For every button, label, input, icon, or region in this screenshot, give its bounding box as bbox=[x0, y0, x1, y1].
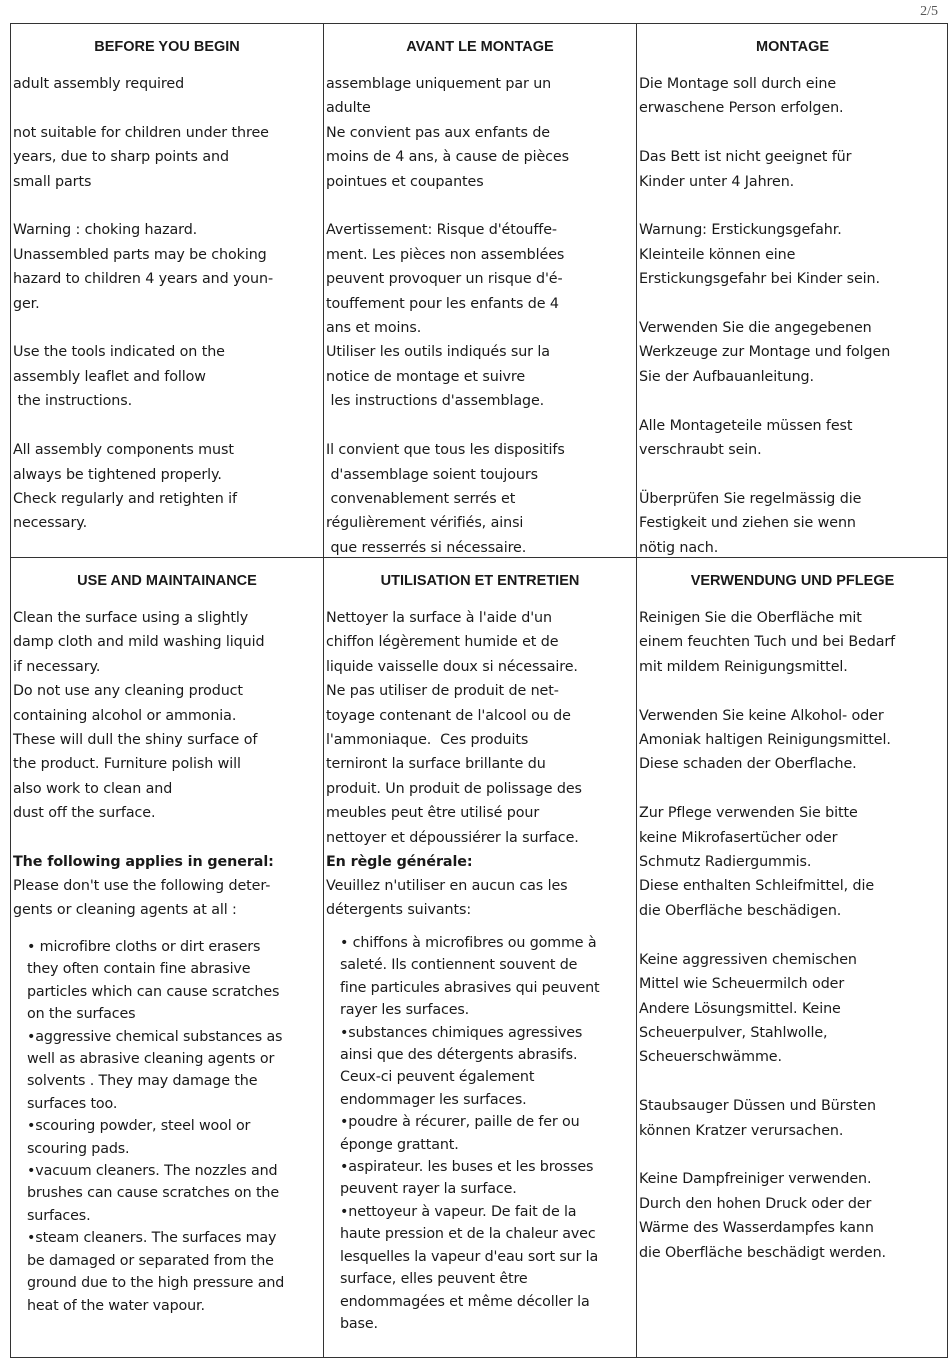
restriction-list: • microfibre cloths or dirt erasers they often contain fine abrasive particles which can cause scratches on the surfaces •aggressive chemical substances as well as abrasive cleaning agents or solvents . They may damage the surfaces too. •scouring powder, steel wool or scouring pads. •vacuum cleaners. The nozzles and brushes can cause scratches on the surfaces. •steam cleaners. The surfaces may be damaged or separated from the ground due to the high pressure and heat of the water vapour. bbox=[27, 939, 285, 1314]
page-number: 2/5 bbox=[920, 4, 938, 19]
use-and-maintenance-cell bbox=[11, 558, 323, 1358]
utilisation-et-entretien-cell bbox=[324, 558, 636, 1358]
section-heading: USE AND MAINTAINANCE bbox=[77, 573, 257, 589]
section-heading: MONTAGE bbox=[755, 39, 830, 55]
avant-le-montage-cell bbox=[324, 24, 636, 557]
section-intro: Nettoyer la surface à l'aide d'un chiffon légèrement humide et de liquide vaisselle doux si nécessaire. Ne pas utiliser de produit de net- toyage contenant de l'alcool ou de l'ammoniaque. Ces produits terniront la surface brillante du produit. Un produit de polissage des meubles peut être utilisé pour nettoyer et dépoussiérer la surface. bbox=[326, 610, 582, 846]
general-label: The following applies in general: bbox=[13, 854, 274, 870]
general-text: Veuillez n'utiliser en aucun cas les détergents suivants: bbox=[326, 878, 568, 919]
section-text: Reinigen Sie die Oberfläche mit einem feuchten Tuch und bei Bedarf mit mildem Reinigungsmittel. Verwenden Sie keine Alkohol- oder Amoniak haltigen Reinigungsmittel. Diese schaden der Oberflache. Zur Pflege verwenden Sie bitte keine Mikrofasertücher oder Schmutz Radiergummis. Diese enthalten Schleifmittel, die die Oberfläche beschädigen. Keine aggressiven chemischen Mittel wie Scheuermilch oder Andere Lösungsmittel. Keine Scheuerpulver, Stahlwolle, Scheuerschwämme. Staubsauger Düssen und Bürsten können Kratzer verursachen. Keine Dampfreiniger verwenden. Durch den hohen Druck oder der Wärme des Wasserdampfes kann die Oberfläche beschädigt werden. bbox=[639, 610, 896, 1261]
verwendung-und-pflege-cell bbox=[637, 558, 948, 1358]
general-text: Please don't use the following deter- gents or cleaning agents at all : bbox=[13, 878, 271, 919]
before-you-begin-cell bbox=[11, 24, 323, 557]
section-heading: VERWENDUNG UND PFLEGE bbox=[690, 573, 895, 589]
restriction-list: • chiffons à microfibres ou gomme à saleté. Ils contiennent souvent de fine particules abrasives qui peuvent rayer les surfaces. •substances chimiques agressives ainsi que des détergents abrasifs. Ceux-ci peuvent également endommager les surfaces. •poudre à récurer, paille de fer ou éponge grattant. •aspirateur. les buses et les brosses peuvent rayer la surface. •nettoyeur à vapeur. De fait de la haute pression et de la chaleur avec lesquelles la vapeur d'eau sort sur la surface, elles peuvent être endommagées et même décoller la base. bbox=[340, 935, 600, 1332]
section-heading: AVANT LE MONTAGE bbox=[406, 39, 554, 55]
general-label: En règle générale: bbox=[326, 854, 473, 870]
section-text: assemblage uniquement par un adulte Ne convient pas aux enfants de moins de 4 ans, à cause de pièces pointues et coupantes Avertissement: Risque d'étouffe- ment. Les pièces non assemblées peuvent provoquer un risque d'é- touffement pour les enfants de 4 ans et moins. Utiliser les outils indiqués sur la notice de montage et suivre les instructions d'assemblage. Il convient que tous les dispositifs d'assemblage soient toujours convenablement serrés et régulièrement vérifiés, ainsi que resserrés si nécessaire. bbox=[326, 76, 569, 556]
section-text: adult assembly required not suitable for children under three years, due to sharp points and small parts Warning : choking hazard. Unassembled parts may be choking hazard to children 4 years and youn- ger. Use the tools indicated on the assembly leaflet and follow the instructions. All assembly components must always be tightened properly. Check regularly and retighten if necessary. bbox=[13, 76, 273, 532]
section-text: Die Montage soll durch eine erwaschene Person erfolgen. Das Bett ist nicht geeignet für Kinder unter 4 Jahren. Warnung: Erstickungsgefahr. Kleinteile können eine Erstickungsgefahr bei Kinder sein. Verwenden Sie die angegebenen Werkzeuge zur Montage und folgen Sie der Aufbauanleitung. Alle Montageteile müssen fest verschraubt sein. Überprüfen Sie regelmässig die Festigkeit und ziehen sie wenn nötig nach. bbox=[639, 76, 891, 556]
instruction-table bbox=[10, 23, 948, 1358]
montage-cell bbox=[637, 24, 948, 557]
section-heading: UTILISATION ET ENTRETIEN bbox=[380, 573, 580, 589]
section-intro: Clean the surface using a slightly damp cloth and mild washing liquid if necessary. Do not use any cleaning product containing alcohol or ammonia. These will dull the shiny surface of the product. Furniture polish will also work to clean and dust off the surface. bbox=[13, 610, 265, 822]
section-heading: BEFORE YOU BEGIN bbox=[94, 39, 240, 55]
